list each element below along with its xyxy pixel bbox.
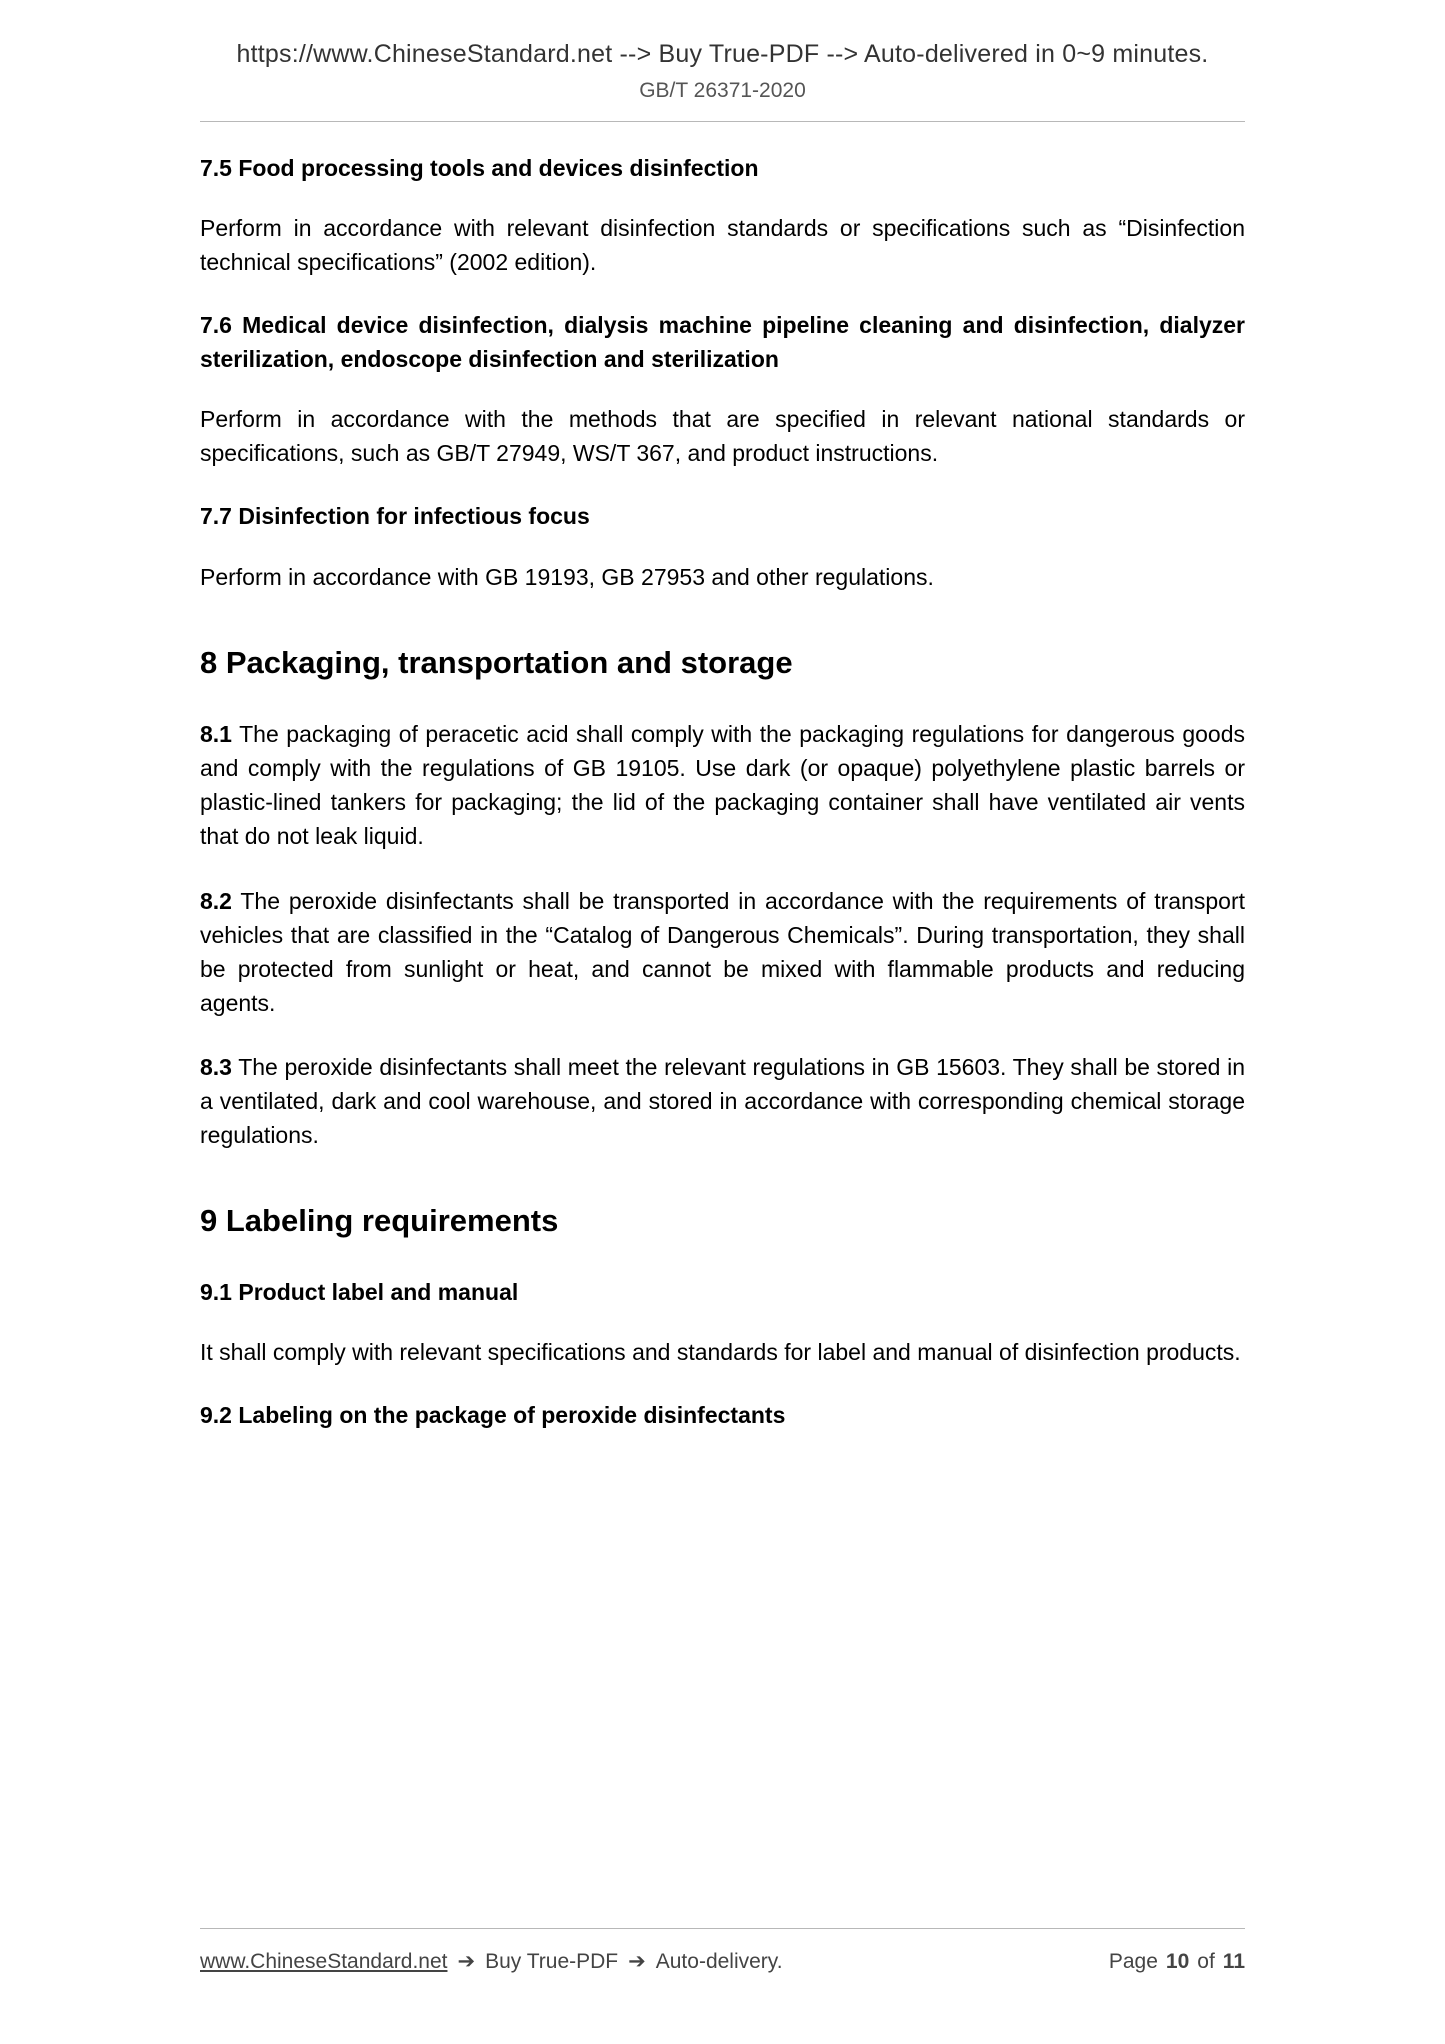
page-of-label: of — [1197, 1950, 1215, 1973]
chapter-heading-9: 9 Labeling requirements — [200, 1202, 559, 1238]
section-heading-7-5: 7.5 Food processing tools and devices disinfection — [200, 155, 759, 181]
clause-number-8-1: 8.1 — [200, 721, 232, 748]
footer-row — [200, 1949, 1245, 1974]
document-body — [200, 122, 1245, 1432]
clause-number-8-3: 8.3 — [200, 1053, 232, 1080]
chapter-heading-8: 8 Packaging, transportation and storage — [200, 644, 793, 680]
clause-number-8-2: 8.2 — [200, 887, 232, 914]
page-current: 10 — [1165, 1950, 1190, 1973]
clause-text-8-2: The peroxide disinfectants shall be transported in accordance with the requirements of transport vehicles that are classified in the “Catalog of Dangerous Chemicals”. During transportation, they shall be protected from sunlight or heat, and cannot be mixed with flammable products and reducing agents. — [200, 887, 1245, 1016]
arrow-right-icon: ➔ — [457, 1950, 476, 1973]
section-paragraph-7-7: Perform in accordance with GB 19193, GB 27953 and other regulations. — [200, 563, 934, 590]
section-paragraph-7-5: Perform in accordance with relevant disinfection standards or specifications such as “Disinfection technical specifications” (2002 edition). — [200, 215, 1245, 276]
clause-text-8-1: The packaging of peracetic acid shall comply with the packaging regulations for dangerous goods and comply with the regulations of GB 19105. Use dark (or opaque) polyethylene plastic barrels or plastic-lined tankers for packaging; the lid of the packaging container shall have ventilated air vents that do not leak liquid. — [200, 721, 1245, 850]
page-header — [0, 0, 1445, 122]
footer-buy-label: Buy True-PDF — [485, 1950, 619, 1973]
section-paragraph-9-1: It shall comply with relevant specifications and standards for label and manual of disinfection products. — [200, 1338, 1241, 1365]
footer-site-link[interactable]: www.ChineseStandard.net — [200, 1950, 448, 1973]
section-heading-7-6: 7.6 Medical device disinfection, dialysis machine pipeline cleaning and disinfection, dialyzer sterilization, endoscope disinfection and sterilization — [200, 312, 1245, 372]
clause-text-8-3: The peroxide disinfectants shall meet the relevant regulations in GB 15603. They shall be stored in a ventilated, dark and cool warehouse, and stored in accordance with corresponding chemical storage regulations. — [200, 1053, 1245, 1148]
promo-banner: https://www.ChineseStandard.net --> Buy True-PDF --> Auto-delivered in 0~9 minutes. — [236, 40, 1209, 68]
clause-8-2 — [200, 884, 1245, 1020]
section-heading-7-7: 7.7 Disinfection for infectious focus — [200, 503, 590, 530]
clause-8-3 — [200, 1050, 1245, 1152]
footer-divider — [200, 1928, 1245, 1929]
page-footer — [200, 1928, 1245, 1974]
section-paragraph-7-6: Perform in accordance with the methods that are specified in relevant national standards or specifications, such as GB/T 27949, WS/T 367, and product instructions. — [200, 406, 1245, 467]
page-number-block — [1109, 1950, 1245, 1974]
section-heading-9-2: 9.2 Labeling on the package of peroxide disinfectants — [200, 1401, 786, 1428]
footer-links — [200, 1949, 1109, 1974]
section-heading-9-1: 9.1 Product label and manual — [200, 1278, 519, 1305]
clause-8-1 — [200, 717, 1245, 853]
page-total: 11 — [1222, 1950, 1245, 1973]
footer-delivery-label: Auto-delivery. — [655, 1950, 783, 1973]
arrow-right-icon-2: ➔ — [628, 1950, 646, 1973]
page-label: Page — [1108, 1950, 1158, 1973]
standard-number: GB/T 26371-2020 — [639, 79, 806, 102]
